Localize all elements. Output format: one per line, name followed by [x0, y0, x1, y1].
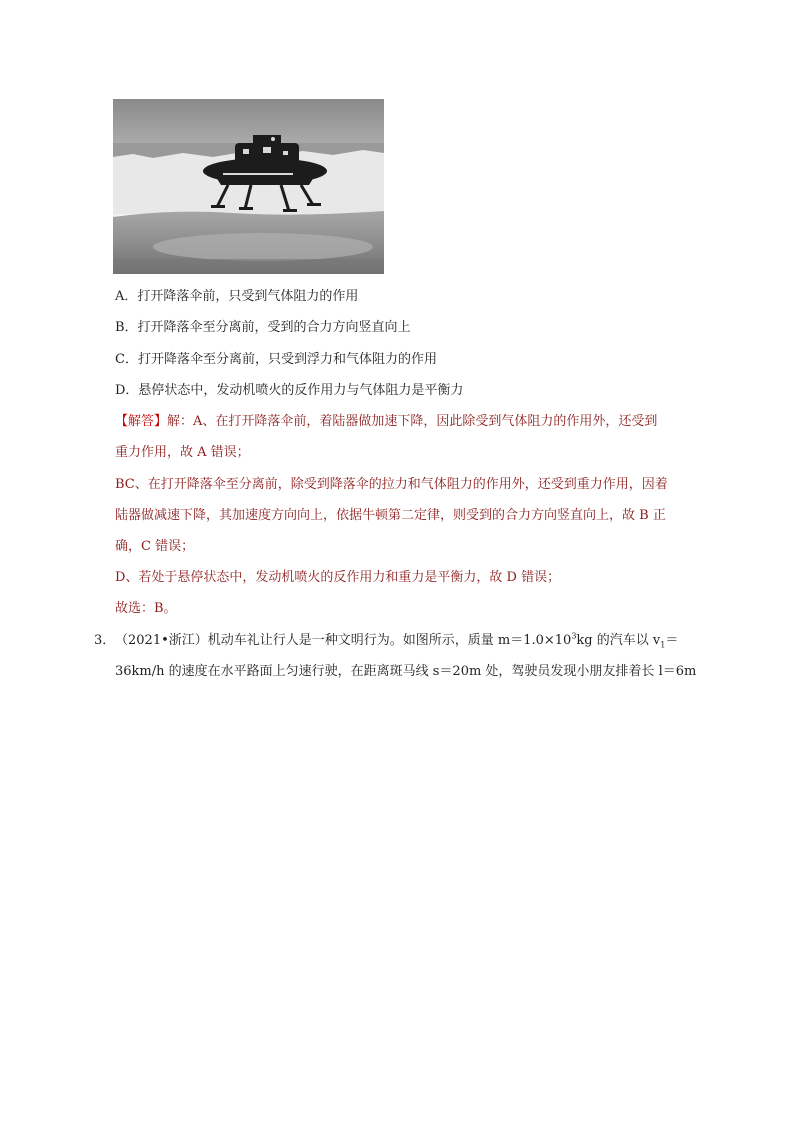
option-a: A．打开降落伞前，只受到气体阻力的作用 [115, 289, 359, 304]
q3-text-b: kg 的汽车以 v [576, 633, 661, 648]
q3-text-a: （2021•浙江）机动车礼让行人是一种文明行为。如图所示，质量 m＝1.0×10 [115, 633, 572, 648]
answer-line-2: 重力作用，故 A 错误； [115, 445, 250, 460]
answer-line-5: 确，C 错误； [115, 539, 195, 554]
question-number: 3． [94, 633, 116, 648]
option-c: C．打开降落伞至分离前，只受到浮力和气体阻力的作用 [115, 352, 437, 367]
answer-line-6: D、若处于悬停状态中，发动机喷火的反作用力和重力是平衡力，故 D 错误； [115, 570, 561, 585]
answer-line-1 [115, 412, 657, 432]
answer-line-3: BC、在打开降落伞至分离前，除受到降落伞的拉力和气体阻力的作用外，还受到重力作用，因着 [115, 477, 668, 492]
q3-exponent: 3 [571, 631, 577, 641]
mars-lander-photo [113, 99, 384, 274]
answer-tag: 【解答】 [115, 414, 168, 429]
q3-text-c: ＝ [665, 633, 679, 648]
answer-line-4: 陆器做减速下降，其加速度方向向上，依据牛顿第二定律，则受到的合力方向竖直向上，故 B 正 [115, 508, 666, 523]
q3-subscript: 1 [660, 640, 666, 650]
answer-line-7: 故选：B。 [115, 601, 177, 616]
option-d: D．悬停状态中，发动机喷火的反作用力与气体阻力是平衡力 [115, 383, 464, 398]
answer-text: 解：A、在打开降落伞前，着陆器做加速下降，因此除受到气体阻力的作用外，还受到 [167, 414, 658, 429]
question-3-line-1 [115, 631, 678, 651]
question-3-line-2: 36km/h 的速度在水平路面上匀速行驶，在距离斑马线 s＝20m 处，驾驶员发现小朋友排着长 l＝6m [115, 664, 697, 679]
option-b: B．打开降落伞至分离前，受到的合力方向竖直向上 [115, 320, 411, 335]
